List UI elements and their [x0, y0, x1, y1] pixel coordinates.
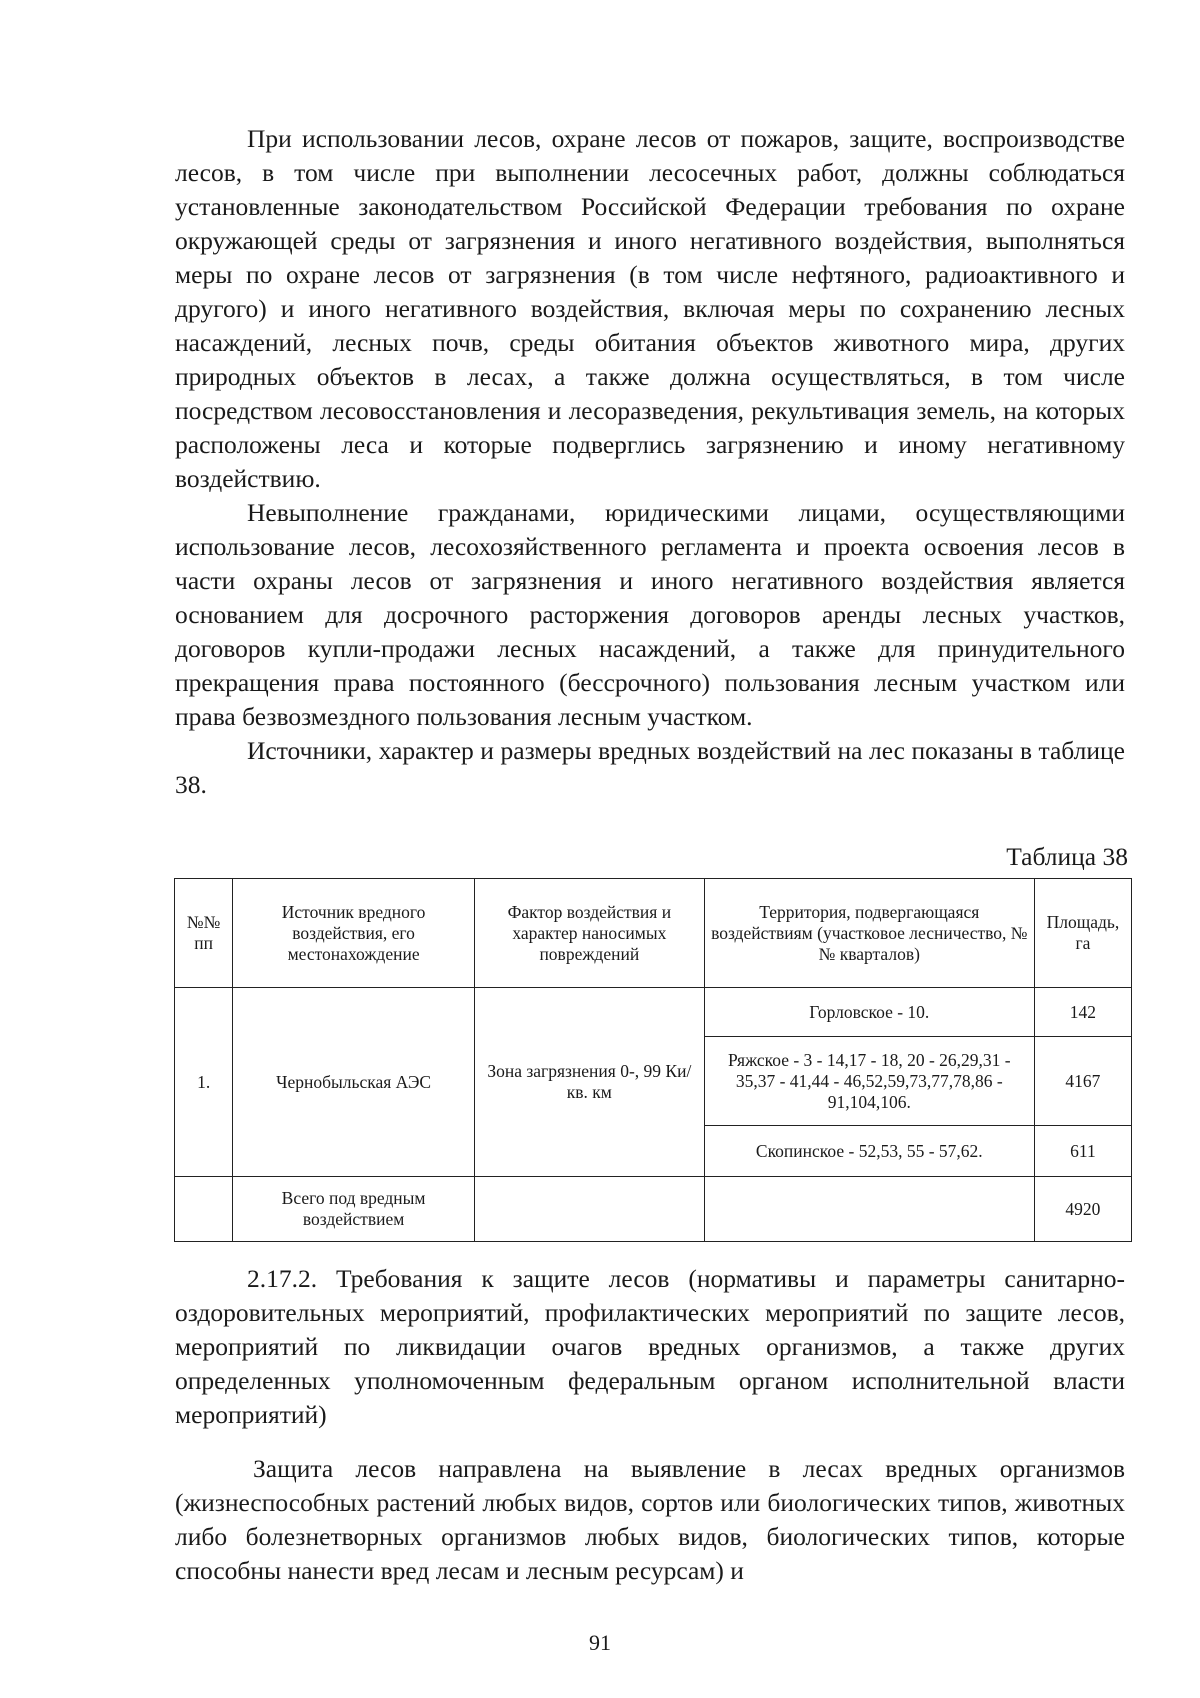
- header-area: Площадь, га: [1034, 879, 1131, 988]
- cell-source: Чернобыльская АЭС: [233, 988, 475, 1177]
- cell-total-factor: [474, 1177, 704, 1242]
- paragraph-forest-protection-requirements: При использовании лесов, охране лесов от пожаров, защите, воспроизводстве лесов, в том числе при выполнении лесосечных работ, должны соблюдаться установленные законодательством Российской Федерации требования по охране окружающей среды от загрязнения и иного негативного воздействия, выполняться меры по охране лесов от загрязнения (в том числе нефтяного, радиоактивного и другого) и иного негативного воздействия, включая меры по сохранению лесных насаждений, лесных почв, среды обитания объектов животного мира, других природных объектов в лесах, а также должна осуществляться, в том числе посредством лесовосстановления и лесоразведения, рекультивация земель, на которых расположены леса и которые подверглись загрязнению и иному негативному воздействию.: [175, 124, 1125, 493]
- paragraph-table-reference: Источники, характер и размеры вредных воздействий на лес показаны в таблице 38.: [175, 736, 1125, 799]
- intro-text: [175, 122, 1125, 802]
- header-factor: Фактор воздействия и характер наносимых повреждений: [474, 879, 704, 988]
- cell-territory-skopinskoe: Скопинское - 52,53, 55 - 57,62.: [704, 1126, 1034, 1177]
- header-num: №№ пп: [175, 879, 233, 988]
- cell-territory-gorlovskoe: Горловское - 10.: [704, 988, 1034, 1037]
- harmful-impacts-table: [174, 878, 1132, 1242]
- table-row: [175, 988, 1132, 1037]
- cell-area-skopinskoe: 611: [1034, 1126, 1131, 1177]
- page-number: 91: [589, 1630, 611, 1655]
- section-body-block: [175, 1452, 1125, 1588]
- section-heading-block: [175, 1262, 1125, 1432]
- table-header-row: [175, 879, 1132, 988]
- table-caption: Таблица 38: [1006, 842, 1128, 871]
- cell-factor: Зона загрязнения 0-, 99 Ки/кв. км: [474, 988, 704, 1177]
- cell-territory-ryazhskoe: Ряжское - 3 - 14,17 - 18, 20 - 26,29,31 - 35,37 - 41,44 - 46,52,59,73,77,78,86 - 91,104,106.: [704, 1037, 1034, 1126]
- section-paragraph: Защита лесов направлена на выявление в лесах вредных организмов (жизнеспособных растений любых видов, сортов или биологических типов, животных либо болезнетворных организмов любых видов, биологических типов, которые способны нанести вред лесам и лесным ресурсам) и: [175, 1454, 1125, 1585]
- cell-area-gorlovskoe: 142: [1034, 988, 1131, 1037]
- cell-total-territory: [704, 1177, 1034, 1242]
- cell-area-ryazhskoe: 4167: [1034, 1037, 1131, 1126]
- header-territory: Территория, подвергающаяся воздействиям (участковое лесничество, №№ кварталов): [704, 879, 1034, 988]
- cell-num: 1.: [175, 988, 233, 1177]
- cell-total-num: [175, 1177, 233, 1242]
- cell-total-label: Всего под вредным воздействием: [233, 1177, 475, 1242]
- paragraph-non-compliance: Невыполнение гражданами, юридическими лицами, осуществляющими использование лесов, лесохозяйственного регламента и проекта освоения лесов в части охраны лесов от загрязнения и иного негативного воздействия является основанием для досрочного расторжения договоров аренды лесных участков, договоров купли-продажи лесных насаждений, а также для принудительного прекращения права постоянного (бессрочного) пользования лесным участком или права безвозмездного пользования лесным участком.: [175, 498, 1125, 731]
- cell-total-area: 4920: [1034, 1177, 1131, 1242]
- table-total-row: [175, 1177, 1132, 1242]
- section-heading: 2.17.2. Требования к защите лесов (нормативы и параметры санитарно-оздоровительных мероприятий, профилактических мероприятий по защите лесов, мероприятий по ликвидации очагов вредных организмов, а также других определенных уполномоченным федеральным органом исполнительной власти мероприятий): [175, 1264, 1125, 1429]
- header-source: Источник вредного воздействия, его местонахождение: [233, 879, 475, 988]
